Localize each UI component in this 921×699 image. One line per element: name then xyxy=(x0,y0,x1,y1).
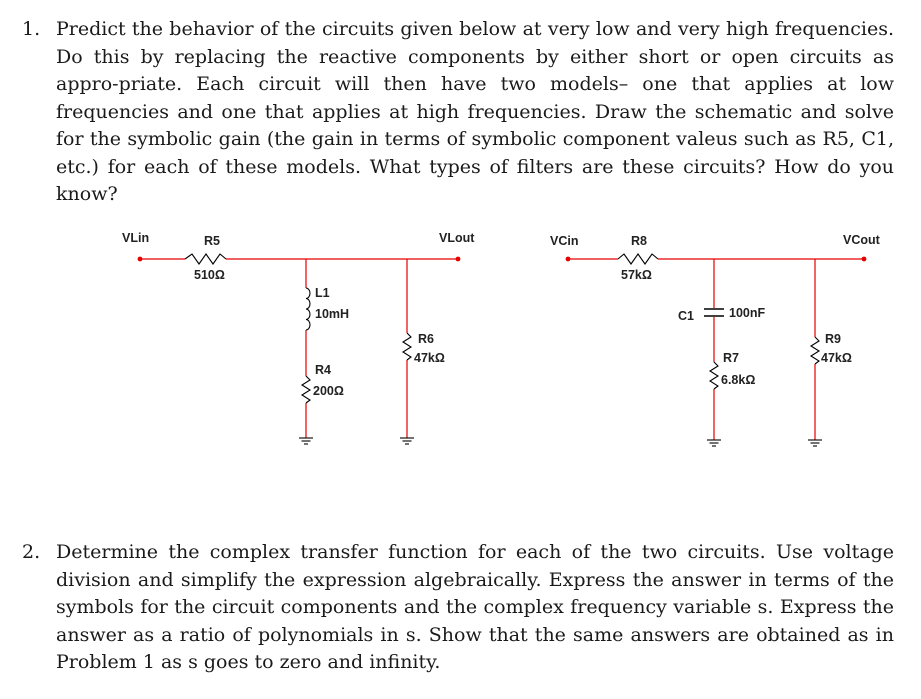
vlin-node xyxy=(138,257,143,262)
problem-2-text: Determine the complex transfer function for each of the two circuits. Use voltage division and simplify the expression algebraically. Express the answer in terms of the symbols for the circuit components and the complex frequency variable s. Express the answer as a ratio of polynomials in s. Show that the same answers are obtained as in Problem 1 as s goes to zero and infinity. xyxy=(56,541,894,673)
circuit-left xyxy=(122,231,475,444)
c1-capacitor xyxy=(704,309,724,316)
r6-name: R6 xyxy=(418,332,434,346)
r4-resistor xyxy=(302,376,310,403)
r8-resistor xyxy=(618,254,658,264)
l1-name: L1 xyxy=(315,286,330,300)
vcin-label: VCin xyxy=(550,234,579,248)
problem-2-number: 2. xyxy=(22,541,41,563)
problem-1-number: 1. xyxy=(22,18,41,40)
l1-inductor xyxy=(306,288,310,330)
r7-name: R7 xyxy=(723,351,739,365)
left-ground-1-icon xyxy=(299,438,313,444)
r6-resistor xyxy=(403,333,411,360)
circuit-right xyxy=(550,233,881,446)
r4-value: 200Ω xyxy=(313,384,344,398)
r9-resistor xyxy=(811,337,819,364)
vlin-label: VLin xyxy=(122,231,150,245)
right-ground-2-icon xyxy=(808,440,822,446)
vcout-node xyxy=(862,257,867,262)
vlout-node xyxy=(456,257,461,262)
r5-name: R5 xyxy=(204,234,220,248)
left-ground-2-icon xyxy=(400,438,414,444)
r5-resistor xyxy=(185,254,226,264)
c1-name: C1 xyxy=(678,309,694,323)
r6-value: 47kΩ xyxy=(414,351,445,365)
r4-name: R4 xyxy=(315,363,331,377)
problem-2 xyxy=(22,539,894,677)
vlout-label: VLout xyxy=(439,231,475,245)
r8-value: 57kΩ xyxy=(621,268,652,282)
r7-resistor xyxy=(710,362,718,389)
right-ground-1-icon xyxy=(707,440,721,446)
r9-value: 47kΩ xyxy=(821,351,852,365)
r5-value: 510Ω xyxy=(194,268,225,282)
r9-name: R9 xyxy=(825,332,841,346)
problem-1-text: Predict the behavior of the circuits given below at very low and very high frequencies. Do this by replacing the reactive components by either short or open circuits as appro-priate. Each circuit will then have two models– one that applies at low frequencies and one that applies at high frequencies. Draw the schematic and solve for the symbolic gain (the gain in terms of symbolic component valeus such as R5, C1, etc.) for each of these models. What types of filters are these circuits? How do you know? xyxy=(56,18,894,205)
r8-name: R8 xyxy=(631,234,647,248)
vcout-label: VCout xyxy=(843,233,880,247)
r7-value: 6.8kΩ xyxy=(721,373,756,387)
vcin-node xyxy=(566,257,571,262)
l1-value: 10mH xyxy=(315,307,350,321)
c1-value: 100nF xyxy=(729,306,766,320)
